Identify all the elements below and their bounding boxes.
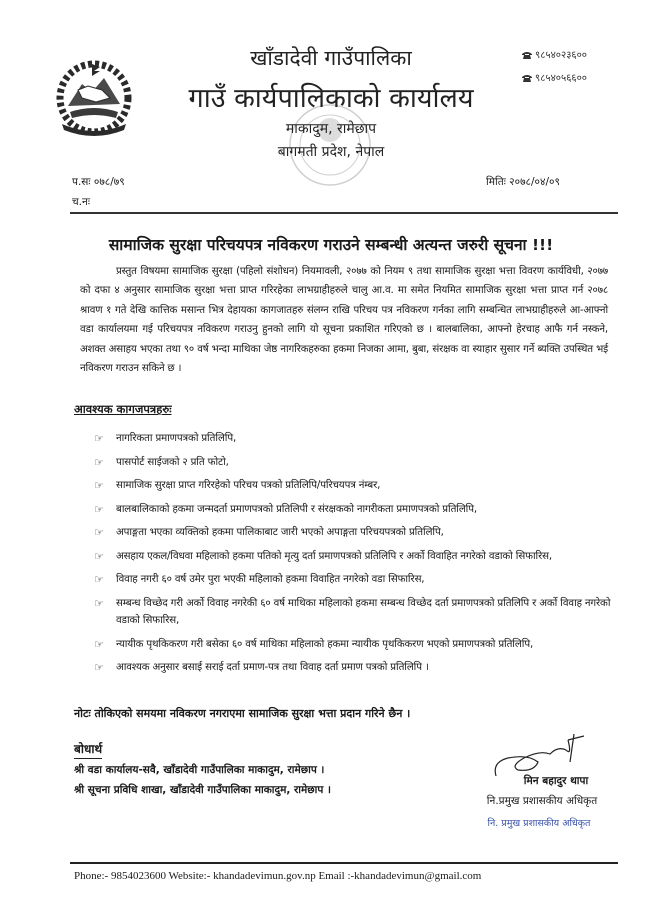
requirement-item (94, 548, 614, 566)
requirements-heading: आवश्यक कागजपत्रहरुः (74, 402, 172, 416)
pointing-hand-icon: ☞ (94, 549, 104, 563)
footer-divider (70, 862, 618, 864)
requirement-text: सम्बन्ध विच्छेद गरी अर्को विवाह नगरेकी ६० वर्ष माथिका महिलाको हकमा सम्बन्ध विच्छेद दर्ता प्रमाणपत्रको प्रतिलिपि र अर्को विवाह नगरेको वडाको सिफारिस, (116, 597, 611, 626)
requirement-item (94, 430, 614, 448)
dispatch-number: च.नः (72, 196, 90, 208)
phone-number-1: ९८५४०२३६०० (535, 50, 587, 61)
telephone-icon (522, 74, 532, 82)
office-name: गाउँ कार्यपालिकाको कार्यालय (188, 83, 474, 114)
cc-heading: बोधार्थ (74, 740, 102, 759)
notice-body: प्रस्तुत विषयमा सामाजिक सुरक्षा (पहिलो संशोधन) नियमावली, २०७७ को नियम ९ तथा सामाजिक सुरक्षा भत्ता विवरण कार्यविधी, २०७७ को दफा ४ अनुसार सामाजिक सुरक्षा भत्ता प्राप्त गरिरहेका लाभग्राहीहरुले चालु आ.व. मा समेत नियमित सामाजिक सुरक्षा भत्ता प्राप्त गर्न २०७८ श्रावण १ गते देखि कात्तिक मसान्त भित्र देहायका कागजातहरु संलग्न राखि परिचय पत्र नविकरण गर्नका लागि सम्बन्धित लाभग्राहीहरुले आ-आफ्नो वडा कार्यालयमा गई परिचयपत्र नविकरण गराउनु हुनको लागि यो सूचना प्रकाशित गरिएको छ । बालबालिका, आफ्नो हेरचाह आफै गर्न नस्कने, अशक्त असाहय भएका तथा ९० वर्ष भन्दा माथिका जेष्ठ नागरिकहरुका हकमा निजका आमा, बुबा, संरक्षक वा स्याहार सुसार गर्ने ब्यक्ति उपस्थित भई नविकरण गराउन सकिने छ । (80, 266, 608, 375)
pointing-hand-icon: ☞ (94, 637, 104, 651)
requirement-text: पासपोर्ट साईजको २ प्रति फोटो, (116, 456, 229, 468)
requirement-text: आवश्यक अनुसार बसाई सराई दर्ता प्रमाण-पत्र तथा विवाह दर्ता प्रमाण पत्रको प्रतिलिपि । (116, 662, 429, 673)
pointing-hand-icon: ☞ (94, 479, 104, 492)
notice-note: नोटः तोकिएको समयमा नविकरण नगराएमा सामाजिक सुरक्षा भत्ता प्रदान गरिने छैन । (74, 707, 411, 720)
requirement-item (94, 571, 614, 589)
pointing-hand-icon: ☞ (94, 573, 104, 586)
signatory-title: नि.प्रमुख प्रशासकीय अधिकृत (486, 795, 598, 807)
requirement-item (94, 501, 614, 519)
signatory-name: मिन बहादुर थापा (523, 775, 589, 787)
requirement-text: सामाजिक सुरक्षा प्राप्त गरिरहेको परिचय पत्रको प्रतिलिपि/परिचयपत्र नंम्बर, (116, 480, 381, 491)
requirement-text: विवाह नगरी ६० वर्ष उमेर पुरा भएकी महिलाको हकमा विवाहित नगरेको वडा सिफारिस, (116, 574, 425, 585)
requirement-text: बालबालिकाको हकमा जन्मदर्ता प्रमाणपत्रको प्रतिलिपी र संरक्षकको नागरीकता प्रमाणपत्रको प्रतिलिपि, (116, 503, 477, 515)
requirement-item (94, 595, 614, 630)
address-line-2: बागमती प्रदेश, नेपाल (277, 144, 385, 160)
notice-title: सामाजिक सुरक्षा परिचयपत्र नविकरण गराउने सम्बन्धी अत्यन्त जरुरी सूचना !!! (108, 236, 554, 254)
signatory-stamp: नि. प्रमुख प्रशासकीय अधिकृत (487, 818, 591, 829)
cc-recipient-1: श्री वडा कार्यालय-सवै, खाँडादेवी गाउँपालिका माकादुम, रामेछाप । (74, 764, 325, 776)
requirements-list (94, 430, 614, 677)
telephone-icon (522, 51, 532, 59)
requirement-item (94, 477, 614, 495)
handwritten-signature (488, 732, 598, 780)
cc-recipient-2: श्री सूचना प्रविधि शाखा, खाँडादेवी गाउँपालिका माकादुम, रामेछाप । (74, 784, 331, 796)
phone-line-1 (522, 44, 587, 67)
phone-line-2 (522, 67, 587, 90)
pointing-hand-icon: ☞ (94, 661, 104, 674)
address-line-1: माकादुम, रामेछाप (285, 121, 377, 137)
municipality-name: खाँडादेवी गाउँपालिका (250, 46, 412, 70)
requirement-item (94, 636, 614, 654)
pointing-hand-icon: ☞ (94, 526, 104, 539)
phone-number-2: ९८५४०५६६०० (535, 73, 587, 84)
letter-date: मितिः २०७८/०४/०९ (486, 176, 560, 188)
phone-numbers (522, 44, 587, 90)
pointing-hand-icon: ☞ (94, 455, 104, 469)
pointing-hand-icon: ☞ (94, 596, 104, 610)
reference-number: प.सः ०७८/७९ (72, 176, 125, 188)
requirement-text: न्यायीक पृथकिकरण गरी बसेका ६० वर्ष माथिका महिलाको हकमा न्यायीक पृथकिकरण भएको प्रमाणपत्रको प्रतिलिपि, (116, 638, 534, 650)
pointing-hand-icon: ☞ (94, 432, 104, 445)
pointing-hand-icon: ☞ (94, 502, 104, 516)
requirement-text: असहाय एकल/विधवा महिलाको हकमा पतिको मृत्यु दर्ता प्रमाणपत्रको प्रतिलिपि र अर्को विवाहित नगरेको वडाको सिफारिस, (116, 550, 552, 562)
requirement-text: अपाङ्गता भएका व्यक्तिको हकमा पालिकाबाट जारी भएको अपाङ्गता परिचयपत्रको प्रतिलिपि, (116, 527, 444, 538)
requirement-text: नागरिकता प्रमाणपत्रको प्रतिलिपि, (116, 433, 237, 444)
requirement-item (94, 454, 614, 472)
requirement-item (94, 659, 614, 677)
footer-contact: Phone:- 9854023600 Website:- khandadevimun.gov.np Email :-khandadevimun@gmail.com (74, 870, 482, 882)
header-divider (70, 212, 618, 214)
requirement-item (94, 524, 614, 542)
